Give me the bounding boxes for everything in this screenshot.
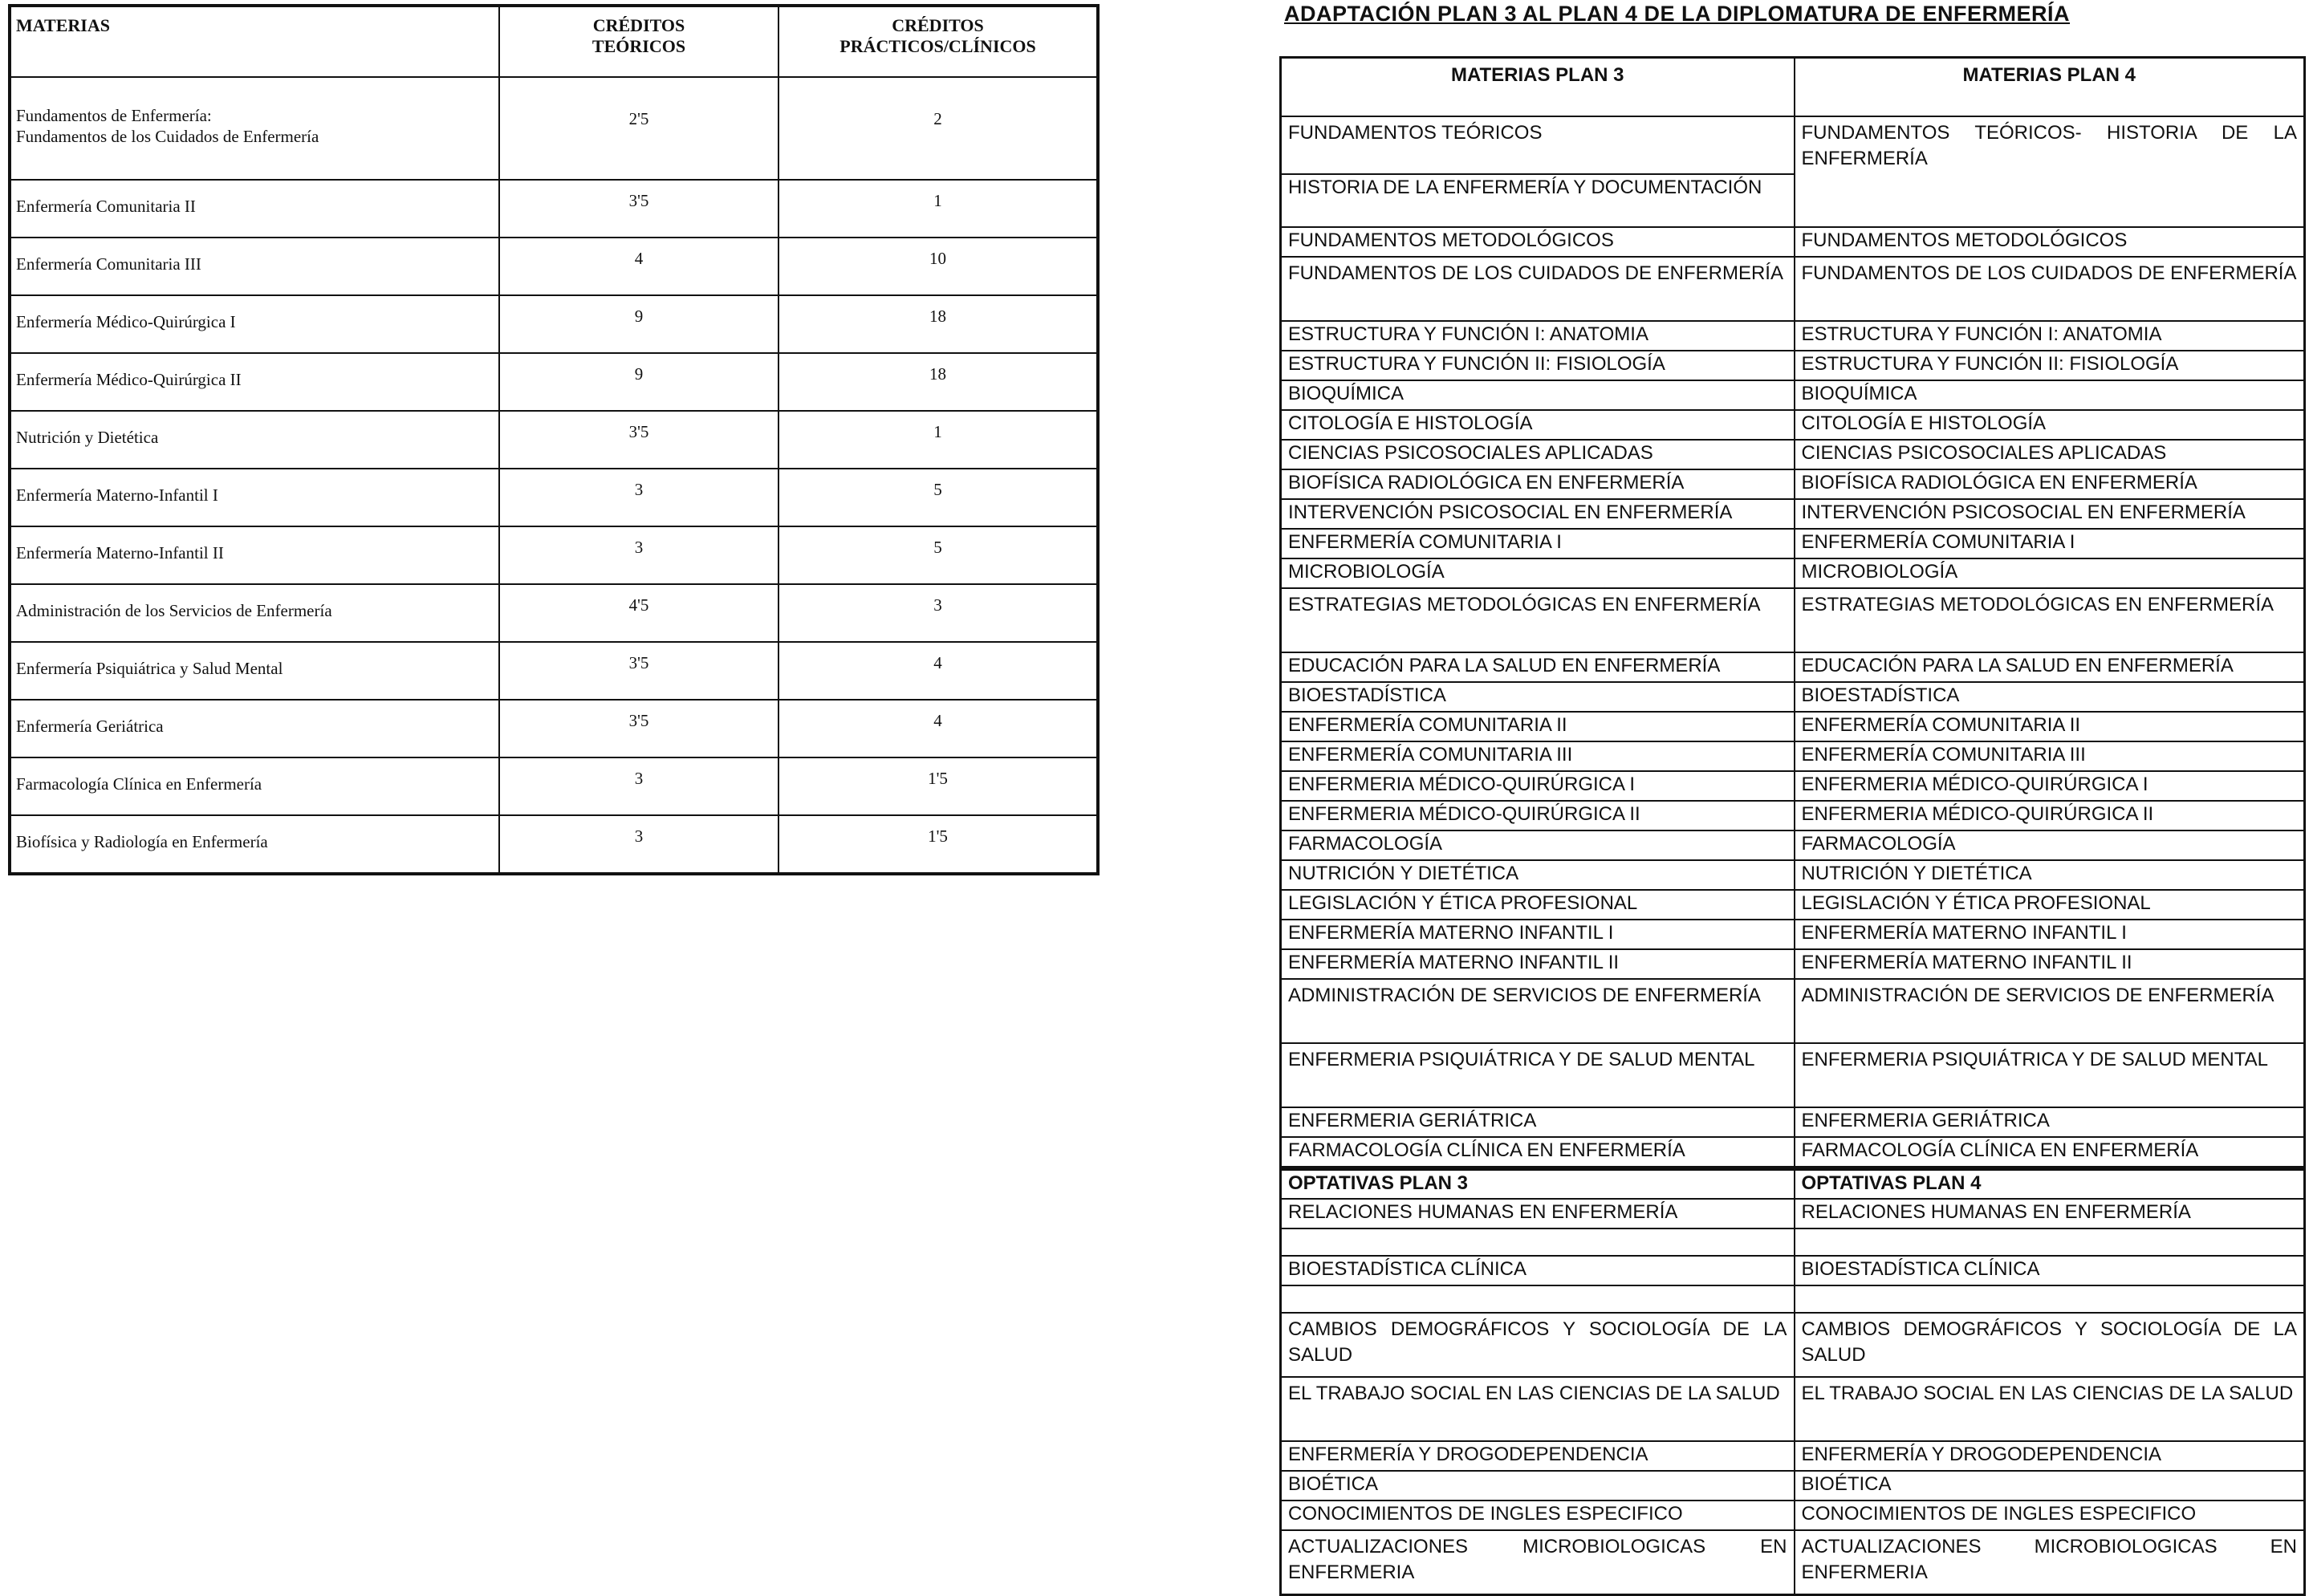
header-materias-plan4: MATERIAS PLAN 4 (1795, 58, 2305, 117)
plan4-cell: ESTRUCTURA Y FUNCIÓN I: ANATOMIA (1795, 321, 2305, 351)
plan4-cell: ENFERMERIA PSIQUIÁTRICA Y DE SALUD MENTAL (1795, 1043, 2305, 1107)
plan3-cell: FUNDAMENTOS METODOLÓGICOS (1281, 227, 1795, 257)
plan3-cell: ENFERMERIA PSIQUIÁTRICA Y DE SALUD MENTAL (1281, 1043, 1795, 1107)
credits-row (10, 77, 1098, 180)
adaptation-row (1281, 920, 2305, 949)
creditos-practicos-cell: 3 (778, 584, 1098, 642)
adaptation-row (1281, 1043, 2305, 1107)
creditos-teoricos-cell: 2'5 (499, 77, 778, 180)
adaptation-row (1281, 1501, 2305, 1530)
plan3-cell: ENFERMERÍA MATERNO INFANTIL I (1281, 920, 1795, 949)
adaptation-row (1281, 830, 2305, 860)
credits-row (10, 757, 1098, 815)
credits-row (10, 700, 1098, 757)
plan3-cell: FARMACOLOGÍA CLÍNICA EN ENFERMERÍA (1281, 1137, 1795, 1168)
credits-row (10, 238, 1098, 295)
adaptation-row (1281, 979, 2305, 1043)
header-creditos-teoricos-line2: TEÓRICOS (591, 36, 686, 56)
adaptation-row (1281, 949, 2305, 979)
creditos-practicos-cell: 4 (778, 642, 1098, 700)
plan3-cell: CONOCIMIENTOS DE INGLES ESPECIFICO (1281, 1501, 1795, 1530)
plan3-cell: CITOLOGÍA E HISTOLOGÍA (1281, 410, 1795, 440)
creditos-teoricos-cell: 3'5 (499, 180, 778, 238)
materia-cell (10, 353, 499, 411)
materia-name: Fundamentos de Enfermería: (16, 106, 212, 125)
adaptation-row (1281, 1530, 2305, 1595)
plan3-cell: FARMACOLOGÍA (1281, 830, 1795, 860)
plan4-cell: CITOLOGÍA E HISTOLOGÍA (1795, 410, 2305, 440)
creditos-teoricos-cell: 9 (499, 295, 778, 353)
materia-cell (10, 757, 499, 815)
header-creditos-practicos-line2: PRÁCTICOS/CLÍNICOS (839, 36, 1036, 56)
adaptation-row (1281, 1228, 2305, 1256)
plan4-cell: CONOCIMIENTOS DE INGLES ESPECIFICO (1795, 1501, 2305, 1530)
adaptation-row (1281, 1441, 2305, 1471)
plan3-cell: LEGISLACIÓN Y ÉTICA PROFESIONAL (1281, 890, 1795, 920)
plan3-cell: ENFERMERIA MÉDICO-QUIRÚRGICA I (1281, 771, 1795, 801)
plan3-cell: HISTORIA DE LA ENFERMERÍA Y DOCUMENTACIÓN (1281, 174, 1795, 227)
creditos-teoricos-cell: 4'5 (499, 584, 778, 642)
plan4-cell: NUTRICIÓN Y DIETÉTICA (1795, 860, 2305, 890)
materia-cell (10, 238, 499, 295)
creditos-teoricos-cell: 4 (499, 238, 778, 295)
materia-cell (10, 411, 499, 469)
creditos-practicos-cell: 4 (778, 700, 1098, 757)
materia-cell (10, 526, 499, 584)
materia-name: Enfermería Psiquiátrica y Salud Mental (16, 659, 283, 678)
adaptation-row (1281, 1137, 2305, 1168)
credits-row (10, 411, 1098, 469)
materia-name: Enfermería Médico-Quirúrgica II (16, 370, 242, 389)
adaptation-row (1281, 771, 2305, 801)
materia-name: Enfermería Materno-Infantil II (16, 543, 224, 562)
materia-name: Nutrición y Dietética (16, 428, 159, 447)
plan4-cell: BIOFÍSICA RADIOLÓGICA EN ENFERMERÍA (1795, 469, 2305, 499)
header-materias-plan3: MATERIAS PLAN 3 (1281, 58, 1795, 117)
adaptation-row (1281, 741, 2305, 771)
adaptation-title: ADAPTACIÓN PLAN 3 AL PLAN 4 DE LA DIPLOMATURA DE ENFERMERÍA (1284, 2, 2071, 26)
plan4-cell: ENFERMERÍA MATERNO INFANTIL II (1795, 949, 2305, 979)
creditos-teoricos-cell: 3 (499, 469, 778, 526)
creditos-practicos-cell: 5 (778, 526, 1098, 584)
plan4-cell: ACTUALIZACIONES MICROBIOLOGICAS EN ENFERMERIA (1795, 1530, 2305, 1595)
materia-cell (10, 295, 499, 353)
creditos-teoricos-cell: 3 (499, 815, 778, 874)
credits-row (10, 584, 1098, 642)
plan4-cell: LEGISLACIÓN Y ÉTICA PROFESIONAL (1795, 890, 2305, 920)
plan4-cell: ENFERMERÍA COMUNITARIA I (1795, 529, 2305, 558)
plan4-cell: ADMINISTRACIÓN DE SERVICIOS DE ENFERMERÍA (1795, 979, 2305, 1043)
adaptation-row (1281, 410, 2305, 440)
plan4-cell (1795, 1285, 2305, 1313)
header-creditos-teoricos-line1: CRÉDITOS (592, 15, 685, 35)
plan3-cell: ENFERMERÍA COMUNITARIA I (1281, 529, 1795, 558)
plan3-cell: ENFERMERÍA Y DROGODEPENDENCIA (1281, 1441, 1795, 1471)
plan3-cell: INTERVENCIÓN PSICOSOCIAL EN ENFERMERÍA (1281, 499, 1795, 529)
credits-row (10, 180, 1098, 238)
adaptation-row (1281, 529, 2305, 558)
plan3-cell: NUTRICIÓN Y DIETÉTICA (1281, 860, 1795, 890)
adaptation-row (1281, 1471, 2305, 1501)
adaptation-row (1281, 116, 2305, 174)
creditos-practicos-cell: 18 (778, 353, 1098, 411)
creditos-practicos-cell: 18 (778, 295, 1098, 353)
plan3-cell (1281, 1228, 1795, 1256)
plan4-cell: MICROBIOLOGÍA (1795, 558, 2305, 588)
adaptation-row (1281, 257, 2305, 321)
plan3-cell: CAMBIOS DEMOGRÁFICOS Y SOCIOLOGÍA DE LA SALUD (1281, 1313, 1795, 1377)
plan4-cell: ENFERMERIA GERIÁTRICA (1795, 1107, 2305, 1137)
materia-name: Administración de los Servicios de Enfermería (16, 601, 332, 620)
adaptation-header-row (1281, 58, 2305, 117)
materia-name: Enfermería Comunitaria II (16, 197, 196, 216)
plan4-cell: ENFERMERÍA COMUNITARIA III (1795, 741, 2305, 771)
plan3-cell: CIENCIAS PSICOSOCIALES APLICADAS (1281, 440, 1795, 469)
plan3-cell: ENFERMERÍA COMUNITARIA II (1281, 712, 1795, 741)
adaptation-row (1281, 890, 2305, 920)
plan3-cell: RELACIONES HUMANAS EN ENFERMERÍA (1281, 1199, 1795, 1228)
materia-cell (10, 469, 499, 526)
plan4-cell: ESTRATEGIAS METODOLÓGICAS EN ENFERMERÍA (1795, 588, 2305, 652)
credits-row (10, 526, 1098, 584)
creditos-teoricos-cell: 3'5 (499, 642, 778, 700)
plan3-cell: ESTRUCTURA Y FUNCIÓN I: ANATOMIA (1281, 321, 1795, 351)
creditos-teoricos-cell: 3'5 (499, 411, 778, 469)
plan3-cell: ENFERMERÍA COMUNITARIA III (1281, 741, 1795, 771)
materia-cell (10, 815, 499, 874)
adaptation-row (1281, 1256, 2305, 1285)
plan4-cell: ENFERMERIA MÉDICO-QUIRÚRGICA I (1795, 771, 2305, 801)
plan4-cell: FARMACOLOGÍA (1795, 830, 2305, 860)
credits-row (10, 642, 1098, 700)
creditos-teoricos-cell: 9 (499, 353, 778, 411)
plan4-cell: FUNDAMENTOS DE LOS CUIDADOS DE ENFERMERÍA (1795, 257, 2305, 321)
credits-row (10, 353, 1098, 411)
adaptation-row (1281, 1377, 2305, 1441)
adaptation-row (1281, 1107, 2305, 1137)
adaptation-row (1281, 1285, 2305, 1313)
optativas-header-row (1281, 1168, 2305, 1199)
adaptation-row (1281, 801, 2305, 830)
adaptation-table (1279, 56, 2306, 1596)
plan3-cell: OPTATIVAS PLAN 3 (1281, 1168, 1795, 1199)
adaptation-row (1281, 1199, 2305, 1228)
credits-table-header (10, 6, 1098, 77)
plan3-cell: ENFERMERIA MÉDICO-QUIRÚRGICA II (1281, 801, 1795, 830)
plan4-cell (1795, 1228, 2305, 1256)
creditos-practicos-cell: 1 (778, 180, 1098, 238)
header-creditos-practicos-line1: CRÉDITOS (892, 15, 984, 35)
plan3-cell: ENFERMERIA GERIÁTRICA (1281, 1107, 1795, 1137)
adaptation-row (1281, 860, 2305, 890)
materia-name: Biofísica y Radiología en Enfermería (16, 832, 268, 851)
materia-name: Enfermería Geriátrica (16, 717, 164, 736)
adaptation-row (1281, 469, 2305, 499)
plan4-cell: CAMBIOS DEMOGRÁFICOS Y SOCIOLOGÍA DE LA SALUD (1795, 1313, 2305, 1377)
header-creditos-teoricos (499, 6, 778, 77)
plan4-cell: FUNDAMENTOS METODOLÓGICOS (1795, 227, 2305, 257)
creditos-practicos-cell: 1 (778, 411, 1098, 469)
plan4-cell: CIENCIAS PSICOSOCIALES APLICADAS (1795, 440, 2305, 469)
adaptation-row (1281, 712, 2305, 741)
plan3-cell: BIOQUÍMICA (1281, 380, 1795, 410)
credits-row (10, 469, 1098, 526)
adaptation-row (1281, 588, 2305, 652)
plan4-cell: BIOÉTICA (1795, 1471, 2305, 1501)
adaptation-row (1281, 652, 2305, 682)
materia-name: Enfermería Comunitaria III (16, 254, 201, 274)
header-creditos-practicos (778, 6, 1098, 77)
adaptation-row (1281, 321, 2305, 351)
materia-cell (10, 180, 499, 238)
credits-table (8, 4, 1100, 875)
plan4-cell: ESTRUCTURA Y FUNCIÓN II: FISIOLOGÍA (1795, 351, 2305, 380)
creditos-practicos-cell: 1'5 (778, 815, 1098, 874)
materia-name: Enfermería Médico-Quirúrgica I (16, 312, 236, 331)
creditos-practicos-cell: 2 (778, 77, 1098, 180)
plan4-cell: BIOESTADÍSTICA (1795, 682, 2305, 712)
materia-name: Farmacología Clínica en Enfermería (16, 774, 262, 794)
adaptation-row (1281, 682, 2305, 712)
plan4-cell: OPTATIVAS PLAN 4 (1795, 1168, 2305, 1199)
materia-cell (10, 700, 499, 757)
adaptation-row (1281, 351, 2305, 380)
plan3-cell: FUNDAMENTOS DE LOS CUIDADOS DE ENFERMERÍA (1281, 257, 1795, 321)
plan3-cell: BIOFÍSICA RADIOLÓGICA EN ENFERMERÍA (1281, 469, 1795, 499)
plan4-cell: ENFERMERÍA Y DROGODEPENDENCIA (1795, 1441, 2305, 1471)
plan3-cell (1281, 1285, 1795, 1313)
creditos-practicos-cell: 10 (778, 238, 1098, 295)
plan4-cell: BIOESTADÍSTICA CLÍNICA (1795, 1256, 2305, 1285)
plan3-cell: BIOÉTICA (1281, 1471, 1795, 1501)
plan4-cell: FUNDAMENTOS TEÓRICOS- HISTORIA DE LA ENFERMERÍA (1795, 116, 2305, 227)
adaptation-row (1281, 380, 2305, 410)
materia-name: Enfermería Materno-Infantil I (16, 485, 218, 505)
plan3-cell: ESTRATEGIAS METODOLÓGICAS EN ENFERMERÍA (1281, 588, 1795, 652)
plan3-cell: ACTUALIZACIONES MICROBIOLOGICAS EN ENFERMERIA (1281, 1530, 1795, 1595)
creditos-teoricos-cell: 3 (499, 757, 778, 815)
plan4-cell: BIOQUÍMICA (1795, 380, 2305, 410)
plan3-cell: BIOESTADÍSTICA (1281, 682, 1795, 712)
plan3-cell: FUNDAMENTOS TEÓRICOS (1281, 116, 1795, 174)
credits-row (10, 295, 1098, 353)
creditos-practicos-cell: 1'5 (778, 757, 1098, 815)
plan3-cell: BIOESTADÍSTICA CLÍNICA (1281, 1256, 1795, 1285)
plan3-cell: EL TRABAJO SOCIAL EN LAS CIENCIAS DE LA SALUD (1281, 1377, 1795, 1441)
materia-cell (10, 77, 499, 180)
creditos-teoricos-cell: 3'5 (499, 700, 778, 757)
plan4-cell: FARMACOLOGÍA CLÍNICA EN ENFERMERÍA (1795, 1137, 2305, 1168)
plan3-cell: ENFERMERÍA MATERNO INFANTIL II (1281, 949, 1795, 979)
plan4-cell: EDUCACIÓN PARA LA SALUD EN ENFERMERÍA (1795, 652, 2305, 682)
creditos-practicos-cell: 5 (778, 469, 1098, 526)
plan4-cell: ENFERMERÍA COMUNITARIA II (1795, 712, 2305, 741)
plan3-cell: ADMINISTRACIÓN DE SERVICIOS DE ENFERMERÍA (1281, 979, 1795, 1043)
plan4-cell: ENFERMERÍA MATERNO INFANTIL I (1795, 920, 2305, 949)
adaptation-row (1281, 227, 2305, 257)
creditos-teoricos-cell: 3 (499, 526, 778, 584)
plan4-cell: EL TRABAJO SOCIAL EN LAS CIENCIAS DE LA SALUD (1795, 1377, 2305, 1441)
materia-cell (10, 584, 499, 642)
plan4-cell: INTERVENCIÓN PSICOSOCIAL EN ENFERMERÍA (1795, 499, 2305, 529)
adaptation-row (1281, 440, 2305, 469)
plan4-cell: RELACIONES HUMANAS EN ENFERMERÍA (1795, 1199, 2305, 1228)
plan4-cell: ENFERMERIA MÉDICO-QUIRÚRGICA II (1795, 801, 2305, 830)
credits-row (10, 815, 1098, 874)
plan3-cell: ESTRUCTURA Y FUNCIÓN II: FISIOLOGÍA (1281, 351, 1795, 380)
adaptation-row (1281, 558, 2305, 588)
adaptation-row (1281, 499, 2305, 529)
header-materias: MATERIAS (10, 6, 499, 77)
plan3-cell: MICROBIOLOGÍA (1281, 558, 1795, 588)
adaptation-row (1281, 1313, 2305, 1377)
materia-cell (10, 642, 499, 700)
plan3-cell: EDUCACIÓN PARA LA SALUD EN ENFERMERÍA (1281, 652, 1795, 682)
materia-name: Fundamentos de los Cuidados de Enfermería (16, 127, 319, 146)
